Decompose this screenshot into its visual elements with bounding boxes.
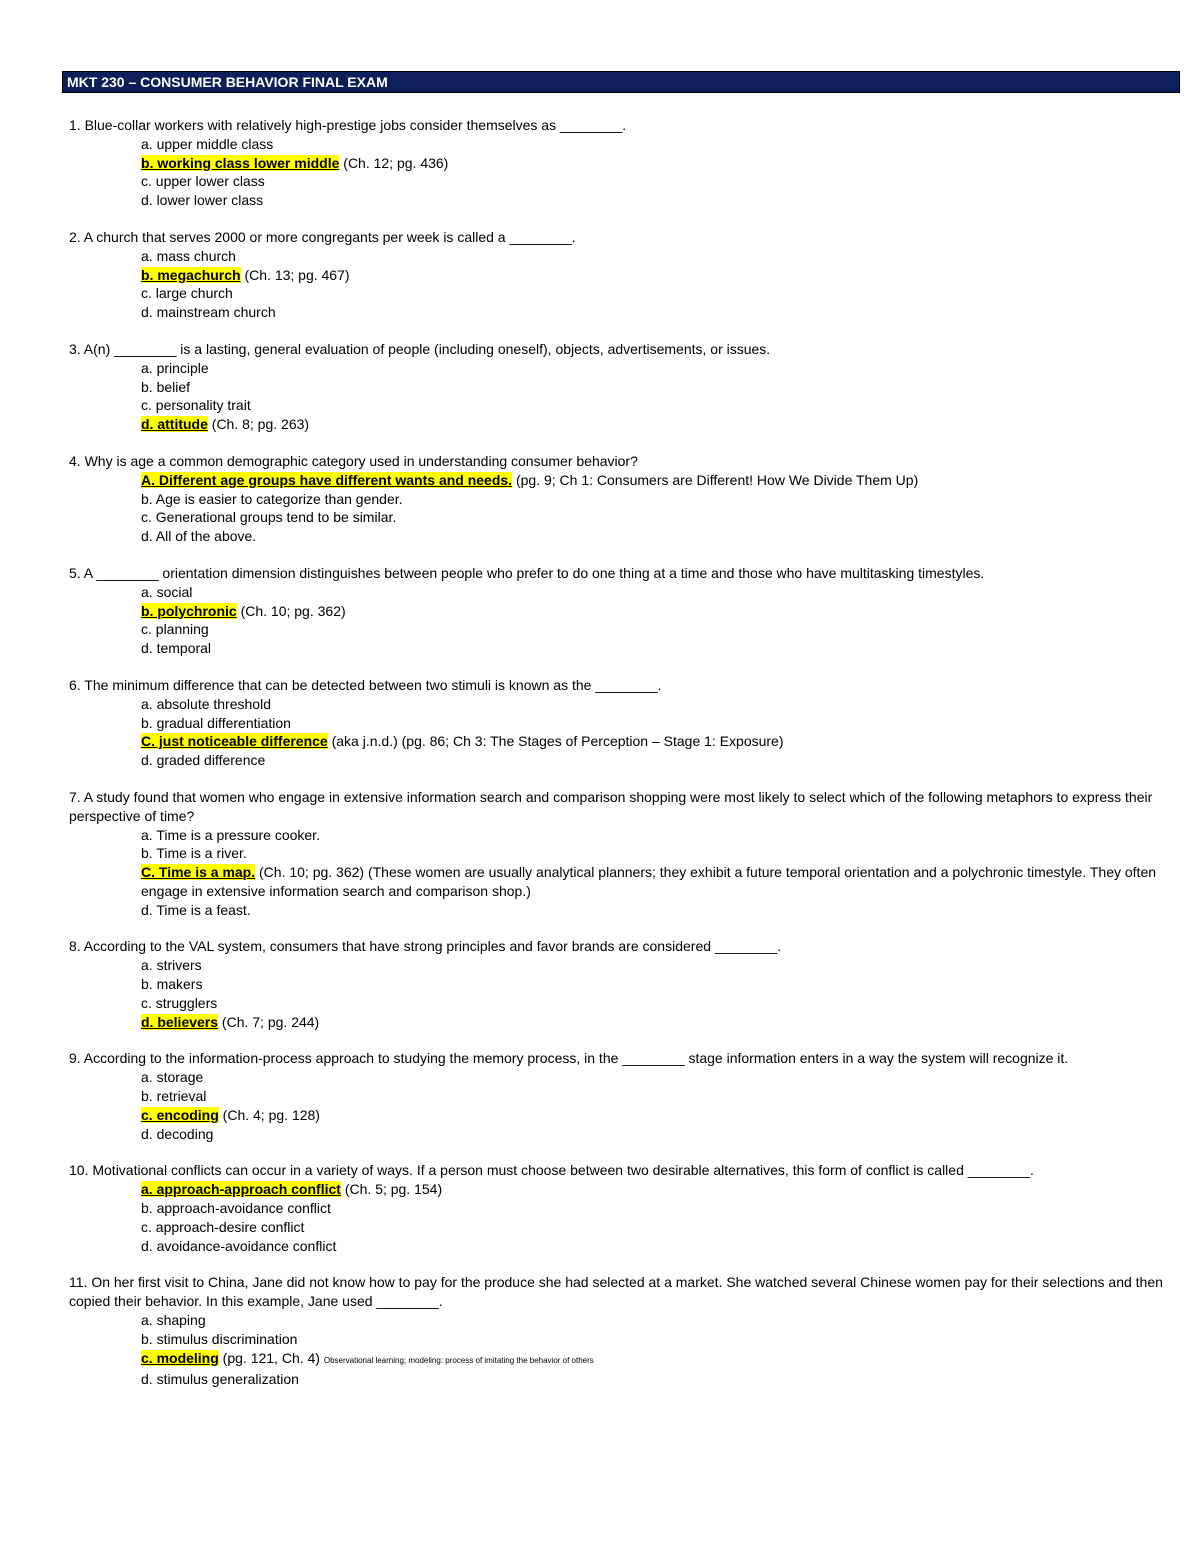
correct-answer-label: C. Time is a map. (141, 864, 256, 881)
question-9 (69, 1049, 1179, 1143)
answer-option (141, 303, 1179, 322)
question-text: 1. Blue-collar workers with relatively high-prestige jobs consider themselves as ________. (69, 117, 627, 133)
question-text: 10. Motivational conflicts can occur in a variety of ways. If a person must choose between two desirable alternatives, this form of conflict is called ________. (69, 1162, 1034, 1179)
option-label: d. temporal (141, 640, 212, 657)
answer-option (141, 732, 1179, 751)
answer-reference-note: (Ch. 7; pg. 244) (218, 1013, 320, 1030)
option-label: c. large church (141, 285, 233, 302)
answer-options (141, 826, 1179, 920)
question-11 (69, 1273, 1179, 1389)
option-label: a. mass church (141, 247, 236, 264)
option-label: a. upper middle class (141, 135, 274, 152)
option-label: b. stimulus discrimination (141, 1330, 298, 1347)
option-label: d. avoidance-avoidance conflict (141, 1237, 337, 1254)
correct-answer-label: b. megachurch (141, 266, 241, 283)
exam-title: MKT 230 – CONSUMER BEHAVIOR FINAL EXAM (67, 74, 388, 90)
question-2 (69, 228, 1179, 322)
answer-options (141, 1311, 1179, 1389)
answer-options (141, 583, 1179, 658)
answer-option (141, 751, 1179, 770)
correct-answer-label: c. modeling (141, 1349, 219, 1366)
answer-option (141, 266, 1179, 285)
answer-options (141, 359, 1179, 434)
question-text: 2. A church that serves 2000 or more congregants per week is called a ________. (69, 228, 576, 245)
answer-reference-note: (Ch. 8; pg. 263) (207, 416, 310, 433)
exam-header-bar (62, 71, 1180, 93)
option-label: d. lower lower class (141, 192, 264, 209)
answer-option (141, 359, 1179, 378)
option-label: b. Time is a river. (141, 845, 247, 862)
question-3 (69, 340, 1179, 434)
option-label: b. belief (141, 378, 191, 395)
option-label: d. stimulus generalization (141, 1371, 299, 1388)
question-text: 7. A study found that women who engage in extensive information search and comparison shopping were most likely to select which of the following metaphors to express their perspective of time? (69, 788, 1153, 824)
question-text: 5. A ________ orientation dimension distinguishes between people who prefer to do one thing at a time and those who have multitasking timestyles. (69, 564, 985, 581)
answer-option (141, 284, 1179, 303)
option-label: b. makers (141, 976, 203, 993)
correct-answer-label: A. Different age groups have different wants and needs. (141, 471, 513, 488)
option-label: a. Time is a pressure cooker. (141, 826, 320, 843)
question-text: 9. According to the information-process approach to studying the memory process, in the ________ stage information enters in a way the system will recognize it. (69, 1050, 1069, 1067)
answer-reference-note: (Ch. 12; pg. 436) (339, 154, 449, 171)
answer-option (141, 695, 1179, 714)
answer-option (141, 602, 1179, 621)
correct-answer-label: d. attitude (141, 416, 208, 433)
answer-option (141, 378, 1179, 397)
answer-options (141, 956, 1179, 1031)
correct-answer-label: b. polychronic (141, 602, 237, 619)
answer-option (141, 844, 1179, 863)
correct-answer-label: C. just noticeable difference (141, 733, 328, 750)
option-label: d. decoding (141, 1125, 214, 1142)
answer-option (141, 1180, 1179, 1199)
answer-option (141, 396, 1179, 415)
answer-reference-note: (Ch. 10; pg. 362) (These women are usually analytical planners; they exhibit a future temporal orientation and a polychronic timestyle. They often engage in extensive information search and comparison shop.) (141, 864, 1157, 899)
answer-reference-note: (Ch. 13; pg. 467) (240, 266, 350, 283)
option-label: d. graded difference (141, 752, 266, 769)
option-label: d. mainstream church (141, 304, 276, 321)
answer-option (141, 826, 1179, 845)
answer-reference-note: (Ch. 4; pg. 128) (218, 1106, 320, 1123)
question-6 (69, 676, 1179, 770)
option-label: a. principle (141, 359, 209, 376)
correct-answer-label: c. encoding (141, 1106, 219, 1123)
answer-reference-note: (pg. 9; Ch 1: Consumers are Different! How We Divide Them Up) (512, 471, 919, 488)
answer-option (141, 191, 1179, 210)
option-label: b. retrieval (141, 1088, 207, 1105)
answer-option (141, 1106, 1179, 1125)
answer-option (141, 863, 1179, 901)
option-label: b. approach-avoidance conflict (141, 1200, 331, 1217)
question-10 (69, 1161, 1179, 1255)
answer-option (141, 1237, 1179, 1256)
option-label: c. planning (141, 621, 209, 638)
answer-option (141, 994, 1179, 1013)
answer-definition-note: Observational learning; modeling: process of imitating the behavior of others (323, 1355, 594, 1365)
correct-answer-label: a. approach-approach conflict (141, 1181, 341, 1198)
option-label: c. strugglers (141, 994, 218, 1011)
answer-option (141, 1330, 1179, 1349)
answer-option (141, 527, 1179, 546)
answer-option (141, 620, 1179, 639)
answer-option (141, 639, 1179, 658)
answer-option (141, 975, 1179, 994)
question-1 (69, 116, 1179, 210)
answer-options (141, 1180, 1179, 1255)
option-label: c. personality trait (141, 397, 251, 414)
option-label: c. upper lower class (141, 173, 265, 190)
answer-option (141, 1125, 1179, 1144)
answer-reference-note: (pg. 121, Ch. 4) (218, 1349, 324, 1366)
option-label: a. shaping (141, 1312, 206, 1329)
correct-answer-label: d. believers (141, 1013, 219, 1030)
option-label: a. absolute threshold (141, 695, 271, 712)
answer-options (141, 1068, 1179, 1143)
answer-option (141, 1349, 1179, 1371)
answer-option (141, 1087, 1179, 1106)
question-4 (69, 452, 1179, 546)
option-label: b. gradual differentiation (141, 714, 291, 731)
option-label: c. approach-desire conflict (141, 1218, 305, 1235)
answer-option (141, 154, 1179, 173)
exam-questions (69, 116, 1179, 1407)
question-text: 3. A(n) ________ is a lasting, general evaluation of people (including oneself), objects, advertisements, or issues. (69, 340, 771, 357)
answer-option (141, 1218, 1179, 1237)
answer-option (141, 135, 1179, 154)
answer-option (141, 508, 1179, 527)
answer-option (141, 172, 1179, 191)
question-text: 8. According to the VAL system, consumers that have strong principles and favor brands are considered ________. (69, 938, 782, 955)
question-5 (69, 564, 1179, 658)
answer-options (141, 471, 1179, 546)
correct-answer-label: b. working class lower middle (141, 154, 340, 171)
answer-options (141, 135, 1179, 210)
question-text: 11. On her first visit to China, Jane did not know how to pay for the produce she had selected at a market. She watched several Chinese women pay for their selections and then copied their behavior. In this example, Jane used ________. (69, 1274, 1163, 1310)
question-text: 6. The minimum difference that can be detected between two stimuli is known as the ________. (69, 676, 662, 693)
answer-option (141, 1013, 1179, 1032)
answer-option (141, 1199, 1179, 1218)
option-label: d. All of the above. (141, 528, 257, 545)
answer-option (141, 583, 1179, 602)
option-label: c. Generational groups tend to be similar. (141, 509, 397, 526)
answer-option (141, 471, 1179, 490)
answer-option (141, 490, 1179, 509)
answer-option (141, 415, 1179, 434)
question-8 (69, 937, 1179, 1031)
option-label: a. strivers (141, 957, 202, 974)
answer-reference-note: (aka j.n.d.) (pg. 86; Ch 3: The Stages of Perception – Stage 1: Exposure) (327, 733, 784, 750)
answer-option (141, 714, 1179, 733)
answer-reference-note: (Ch. 10; pg. 362) (236, 602, 346, 619)
answer-option (141, 1370, 1179, 1389)
answer-option (141, 901, 1179, 920)
answer-options (141, 247, 1179, 322)
option-label: a. storage (141, 1069, 204, 1086)
answer-reference-note: (Ch. 5; pg. 154) (340, 1181, 443, 1198)
option-label: b. Age is easier to categorize than gender. (141, 490, 403, 507)
option-label: a. social (141, 583, 193, 600)
answer-option (141, 1311, 1179, 1330)
question-text: 4. Why is age a common demographic category used in understanding consumer behavior? (69, 452, 638, 469)
answer-option (141, 956, 1179, 975)
option-label: d. Time is a feast. (141, 901, 251, 918)
answer-option (141, 1068, 1179, 1087)
answer-options (141, 695, 1179, 770)
answer-option (141, 247, 1179, 266)
question-7 (69, 788, 1179, 920)
